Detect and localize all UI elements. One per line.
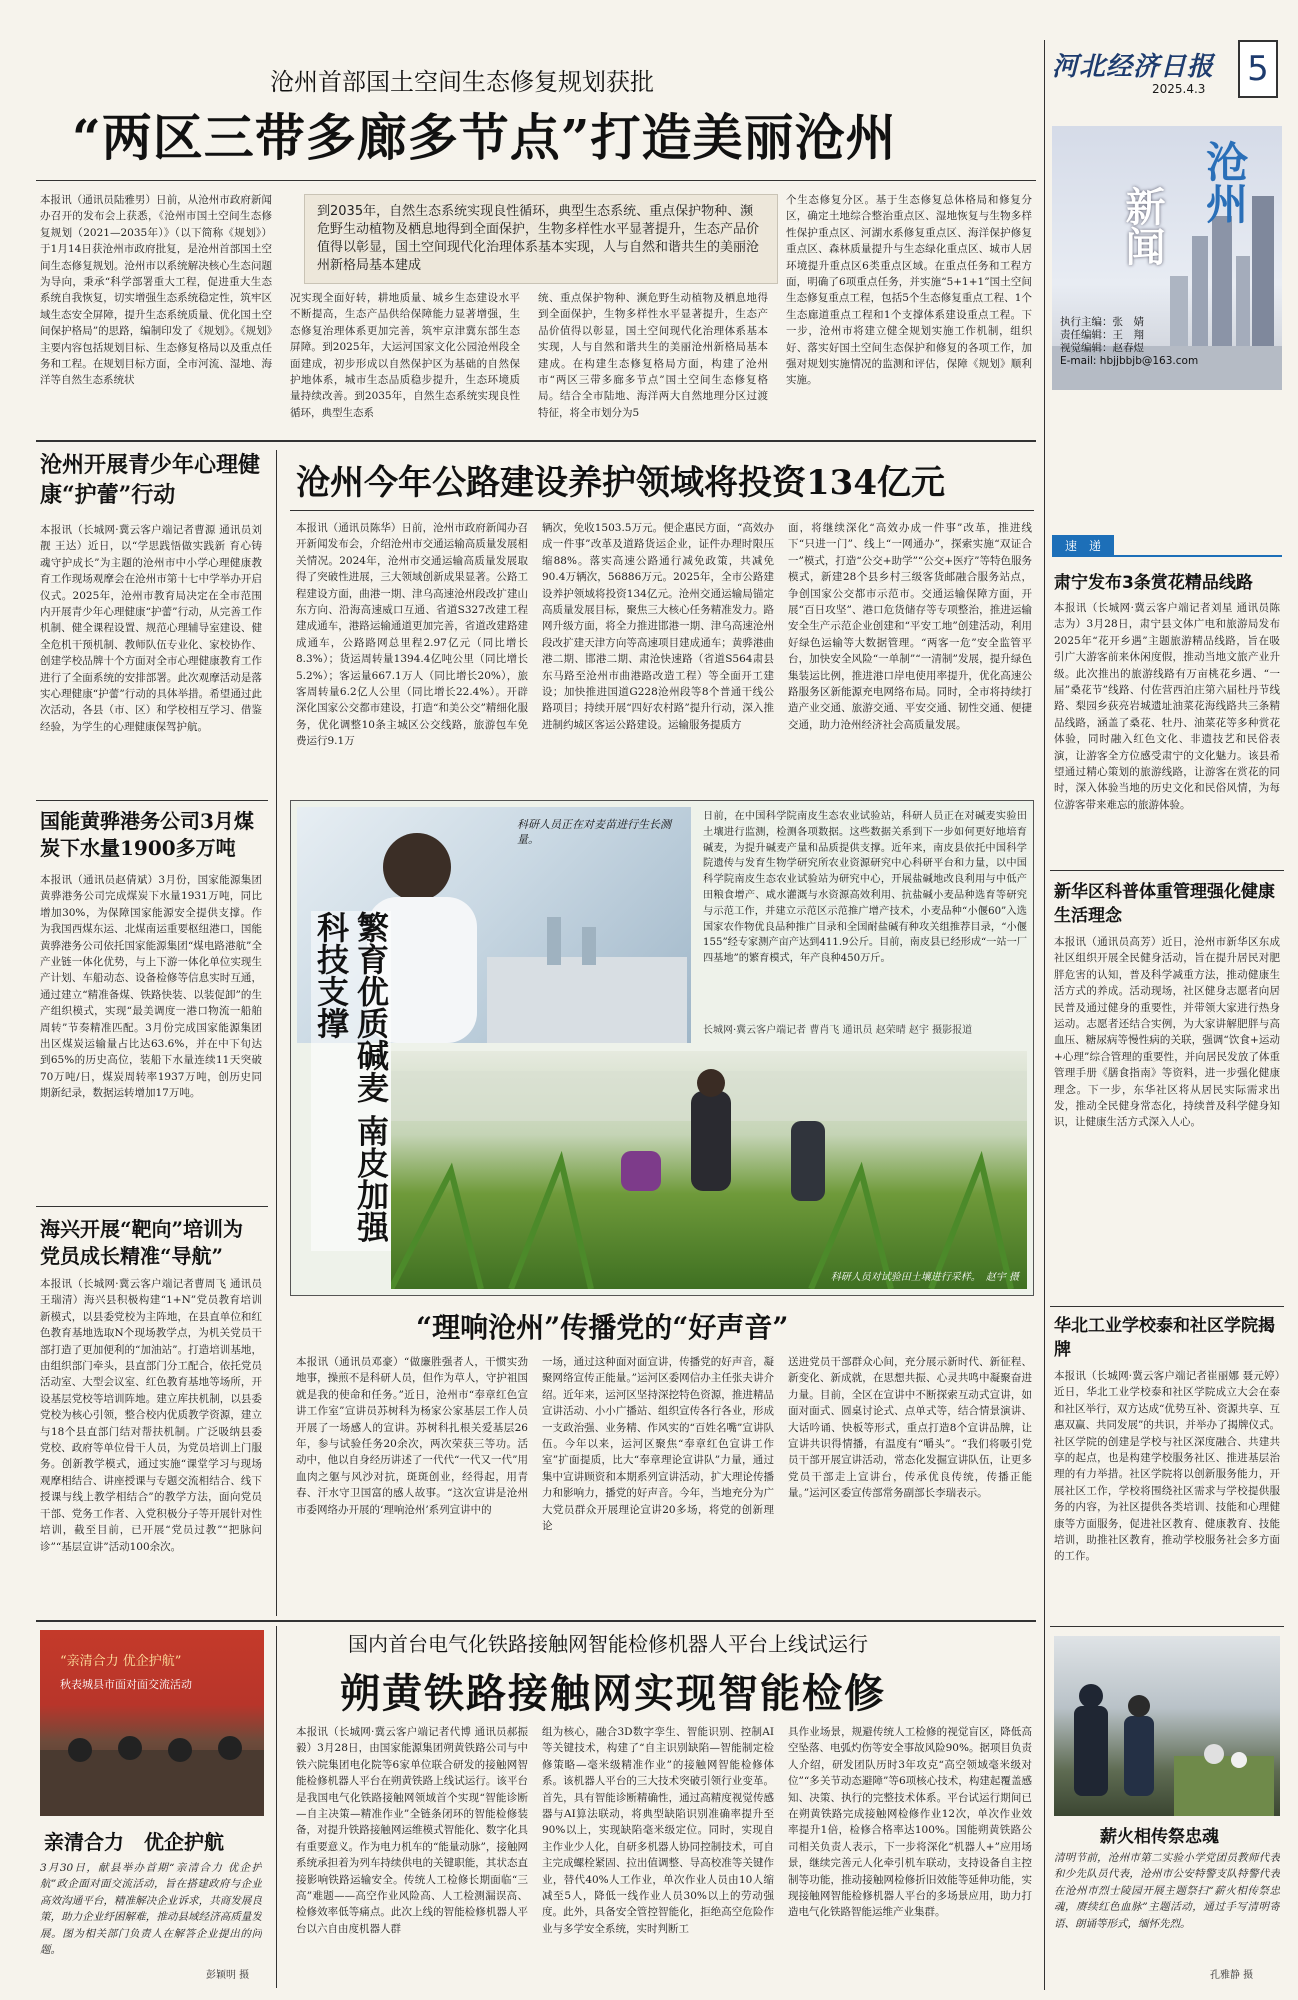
lead-col-2: 况实现全面好转，耕地质量、城乡生态建设水平不断提高，生态产品供给保障能力显著增强，生态修复治理体系更加完善，筑牢京津冀东部生态屏障。到2025年，大运河国家文化公园沧州段全面建成，初步形成以自然保护区为基础的自然保护地体系，城市生态品质稳步提升，生态环境质量持续改善。到2035年，自然生态系统实现良性循环，典型生态系 <box>290 292 520 419</box>
party-headline: 海兴开展“靶向”培训为党员成长精准“导航” <box>40 1217 244 1268</box>
page-number: 5 <box>1247 49 1269 89</box>
divider <box>1050 870 1284 871</box>
field-photo-graphic <box>391 1051 1027 1289</box>
brief-4-headline: 薪火相传祭忠魂 <box>1100 1827 1219 1847</box>
brief-3-headline: 华北工业学校泰和社区学院揭牌 <box>1054 1316 1275 1360</box>
brief-2-body: 本报讯（通讯员高芳）近日，沧州市新华区东成社区组织开展全民健身活动，旨在提升居民对肥胖危害的认知，普及科学减重方法，推动健康生活方式的养成。活动现场，社区健身志愿者向居民普及通过健身的重要性，并带领大家进行热身运动。志愿者还结合实例，为大家讲解肥胖与高血压、糖尿病等慢性病的关联，强调“饮食+运动+心理”综合管理的重要性，并向居民发放了体重管理手册《膳食指南》等资料，进一步强化健康理念。下一步，东华社区将从居民实际需求出发，推动全民健身常态化，持续普及科学健身知识，让健康生活方式深入人心。 <box>1054 936 1280 1129</box>
brief-4-body: 清明节前，沧州市第二实验小学党团员教师代表和少先队员代表，沧州市公安特警支队特警代表在沧州市烈士陵园开展主题祭扫“薪火相传祭忠魂，赓续红色血脉”主题活动，通过手写清明寄语、朗诵等形式，缅怀先烈。 <box>1054 1852 1280 1930</box>
column-divider <box>1044 40 1045 1990</box>
editor-email: E-mail: hbjjbbjb@163.com <box>1060 355 1199 367</box>
quick-news-tag: 速 递 <box>1052 535 1114 557</box>
lead-col-4: 个生态修复分区。基于生态修复总体格局和修复分区，确定土地综合整治重点区、湿地恢复与生物多样性保护重点区、河湖水系修复重点区、海洋保护修复重点区、森林质量提升与生态绿化重点区、城市人居环境提升重点区6类重点区域。在重点任务和工程方面，明确了6项重点任务，并实施“5+1+1”国土空间生态修复重点工程，包括5个生态修复重点工程、1个生态廊道重点工程和1个支撑体系建设重点工程。下一步，沧州市将建立健全规划实施工作机制，组织好、落实好国土空间生态保护和修复的各项工作，加强对规划实施情况的监测和评估，保障《规划》顺利实施。 <box>786 194 1032 387</box>
lead-kicker: 沧州首部国土空间生态修复规划获批 <box>270 68 654 96</box>
page-number-box <box>1238 40 1278 98</box>
meeting-banner-1: “亲清合力 优企护航” <box>60 1654 182 1669</box>
meeting-photo <box>40 1630 264 1816</box>
lab-photo-caption: 科研人员正在对麦苗进行生长测量。 <box>517 818 671 846</box>
editor-line: 责任编辑：王 翔 <box>1060 329 1144 341</box>
lead-col-1: 本报讯（通讯员陆雅男）日前，从沧州市政府新闻办召开的发布会上获悉，《沧州市国土空间生态修复规划（2021—2035年）》（以下简称《规划》）于1月14日获沧州市政府批复，是沧州首部国土空间生态修复规划。沧州市以系统解决核心生态问题为导向，秉承“科学部署重大工程，促进重大生态系统自我恢复，切实增强生态系统稳定性，筑牢区域生态安全屏障，提升生态系统质量、优化国土空间保护格局”的思路，编制印发了《规划》。《规划》主要内容包括规划目标、生态修复格局以及重点任务和工程。在规划目标方面，全市河流、湿地、海洋等自然生态系统状 <box>40 194 272 387</box>
photo-essay-credit: 彭颖明 摄 <box>206 1970 250 1981</box>
voice-col-1: 本报讯（通讯员邓豪）“做廉胜强者人，干惯实劲地事，操煎不是科研人员，但作为草人，守护祖国就是我的使命和任务。”近日，沧州市“奉章红色宣讲工作室”宣讲员苏树科为杨家公家基层工作人员开展了一场感人的宣讲。苏树科扎根关爱基层26年，参与试验任务20余次，两次荣获三等功。活动中，他以自身经历讲述了一代代“一代又一代”用血肉之躯与风沙对抗，斑斑创业，经得起，用青春、汗水守卫国富的感人故事。“这次宣讲是沧州市委网络办开展的‘理响沧州’系列宣讲中的 <box>296 1356 528 1516</box>
memorial-photo-graphic <box>1054 1636 1280 1816</box>
editor-credits <box>1060 316 1198 368</box>
divider <box>36 1620 1036 1622</box>
voice-col-3: 送进党员干部群众心间，充分展示新时代、新征程、新变化、新成就，在思想共振、心灵共鸣中凝聚奋进力量。目前，全区在宣讲中不断探索互动式宣讲，如面对面式、圆桌讨论式、点单式等，结合情景演讲、大话吟诵、快板等形式，重点打造8个宣讲品牌，让宣讲共识得情播，有温度有“嚼头”。“我们将吸引党员干部开展宣讲活动，常态化发掘宣讲队伍，让更多党员干部走上宣讲台，传承优良传统，传播正能量。”运河区委宣传部常务副部长李瑞表示。 <box>788 1356 1032 1500</box>
rail-kicker: 国内首台电气化铁路接触网智能检修机器人平台上线试运行 <box>348 1632 868 1656</box>
brief-4-credit: 孔雅静 摄 <box>1210 1970 1254 1981</box>
coal-headline: 国能黄骅港务公司3月煤炭下水量1900多万吨 <box>40 809 254 860</box>
lead-summary-box: 到2035年，自然生态系统实现良性循环，典型生态系统、重点保护物种、濒危野生动植物及栖息地得到全面保护，生物多样性水平显著提升，生态产品价值得以彰显，国土空间现代化治理体系基本实现，人与自然和谐共生的美丽沧州新格局基本建成 <box>304 194 778 284</box>
road-col-3: 面，将继续深化“高效办成一件事”改革，推进线下“只进一门”、线上“一网通办”，探索实施“双证合一”模式，打造“公交+助学”“公交+医疗”等特色服务模式，新建28个县乡村三级客货邮融合服务站点，争创国家公交都市示范市。交通运输保障方面，开展“百日攻坚”、港口危货储存等专项整治，推进运输安全生产示范企业创建和“平安工地”创建活动，利用好绿色运输等大数据管理。“两客一危”安全监管平台，加快安全风险“一单制”“一清制”发展，提升绿色集装运比例，推进港口岸电使用率提升，优化高速公路服务区新能源充电网络布局。同时，全市将持续打造产业交通、旅游交通、平安交通、韧性交通、便捷交通，助力沧州经济社会高质量发展。 <box>788 522 1032 731</box>
youth-headline: 沧州开展青少年心理健康“护蕾”行动 <box>40 452 261 508</box>
divider <box>36 440 1036 442</box>
rail-col-1: 本报讯（长城网·冀云客户端记者代博 通讯员郝振毅）3月28日，由国家能源集团朔黄铁路公司与中铁六院集团电化院等6家单位联合研发的接触网智能检修机器人平台在朔黄铁路上线试运行。该平台是我国电气化铁路接触网领域首个实现“智能诊断—自主决策—精准作业”全链条闭环的智能检修装备，对提升铁路接触网运维模式智能化、数字化具有重要意义。作为电力机车的“能量动脉”，接触网系统承担着为列车持续供电的关键职能，其状态直接影响铁路运输安全。传统人工检修长期面临“三高”难题——高空作业风险高、人工检测漏误高、检修效率低等痛点。此次上线的智能检修机器人平台以六自由度机器人群 <box>296 1726 528 1935</box>
issue-date: 2025.4.3 <box>1152 82 1206 96</box>
wheat-headline: 繁育优质碱麦 南皮加强科技支撑 <box>311 911 391 1251</box>
road-col-1: 本报讯（通讯员陈华）日前，沧州市政府新闻办召开新闻发布会，介绍沧州市交通运输高质量发展相关情况。2024年，沧州市交通运输高质量发展取得了突破性进展，三大领域创新成果显著。公路工程建设方面，曲港一期、津乌高速沧州段改扩建山东方向、沿海高速威口互通、省道S327改建工程建成通车，港路运输通道更加完善，省道改建路建成通车，公路路网总里程2.97亿元（同比增长8.3%）；货运周转量1394.4亿吨公里（同比增长5.2%）；客运量667.1万人（同比增长20%），旅客周转量6.2亿人公里（同比增长22.4%）。开辟深化国家公交都市建设，打造“和美公交”精细化服务，优化调整10条主城区公交线路，旅游包车免费运行9.1万 <box>296 522 528 748</box>
wheat-body: 日前，在中国科学院南皮生态农业试验站，科研人员正在对碱麦实验田土壤进行监测，检测各项数据。这些数据关系到下一步如何更好地培育碱麦，为提升碱麦产量和品质提供支撑。近年来，南皮县依托中国科学院遗传与发育生物学研究所农业资源研究中心科研平台和力量，以中国科学院南皮生态农业试验站为研究中心，开展盐碱地改良利用与中低产田粮食增产、咸水灌溉与水资源高效利用、抗盐碱小麦品种选育等研究与示范工作，并建立示范区示范推广增产技术，小麦品种“小偃60”入选国家农作物优良品种推广目录和全国耐盐碱有种攻关组推荐目录，“小偃155”经专家测产亩产达到411.9公斤。目前，南皮县已经形成“一站一厂四基地”的繁育模式，年产良种450万斤。 <box>703 811 1027 965</box>
newspaper-logo: 河北经济日报 <box>1052 52 1215 82</box>
party-body: 本报讯（长城网·冀云客户端记者曹周飞 通讯员王瑞清）海兴县积极构建“1+N”党员教育培训新模式，以县委党校为主阵地，在县直单位和红色教育基地选取N个现场教学点，为机关党员干部打造了更加便利的“加油站”。打造培训基地，由组织部门牵头，县直部门分工配合，依托党员活动室、大型会议室、红色教育基地等场所，开设基层党校等培训阵地。建立库扶机制，以县委党校为核心引领，整合校内优质教学资源，建立与18个县直部门结对帮扶机制。广泛吸纳县委党校、政府等单位骨干人员，为党员培训上门服务。创新教学模式，通过实施“课堂学习与现场观摩相结合、讲座授课与专题交流相结合、线下授课与线上教学相结合”的教学方法，面向党员干部、党务工作者、入党积极分子等开展针对性培训，截至目前，已开展“党员过教”“把脉问诊”“基层宣讲”活动100余次。 <box>40 1278 262 1553</box>
editor-line: 视觉编辑：赵春煜 <box>1060 342 1144 354</box>
quick-news-label <box>1052 535 1282 557</box>
section-title-news: 新闻 <box>1119 186 1165 266</box>
rail-col-2: 组为核心，融合3D数字孪生、智能识别、控制AI等关键技术，构建了“自主识别缺陷—智能制定检修策略—毫米级精准作业”的接触网智能检修体系。该机器人平台的三大技术突破引领行业变革。首先，具有智能诊断精确性，通过高精度视觉传感器与AI算法联动，将典型缺陷识别准确率提升至90%以上，实现缺陷毫米级定位。同时，实现自主作业少人化，自研多机器人协同控制技术，可自主完成螺栓紧固、拉出值调整、导高校准等关键作业，替代40%人工作业，单次作业人员由10人缩减至5人，降低一线作业人员30%以上的劳动强度。此外，具备安全管控智能化，拒绝高空危险作业与多学安全系统，实时判断工 <box>542 1726 774 1935</box>
divider <box>36 1206 268 1207</box>
voice-headline: “理响沧州”传播党的“好声音” <box>416 1311 789 1344</box>
divider <box>36 800 268 801</box>
rail-headline: 朔黄铁路接触网实现智能检修 <box>340 1670 886 1717</box>
column-divider <box>276 1626 277 1988</box>
divider <box>36 180 1036 181</box>
section-banner <box>1052 126 1282 390</box>
photo-essay-body: 3月30日，献县举办首期“亲清合力 优企护航”政企面对面交流活动，旨在搭建政府与企业高效沟通平台，精准解决企业诉求，共商发展良策，助力企业纾困解难，推动县域经济高质量发展。图为相关部门负责人在解答企业提出的问题。 <box>40 1862 262 1957</box>
meeting-banner-2: 秋表城县市面对面交流活动 <box>60 1678 192 1691</box>
coal-body: 本报讯（通讯员赵倩斌）3月份，国家能源集团黄骅港务公司完成煤炭下水量1931万吨，同比增加30%，为保障国家能源安全提供支撑。作为我国西煤东运、北煤南运重要枢纽港口，国能黄骅港务公司依托国家能源集团“煤电路港航”全产业链一体化优势，与上下游一体化单位实现生产计划、车船动态、设备检修等信息实时互通，通过建立“精准备煤、铁路快装、以装促卸”的生产组织模式，实现“最美调度一港口物流一船舶周转”节奏精准匹配。3月份完成国家能源集团出区煤炭运输量占比达63.6%，并在中下旬达到65%的历史高位，装船下水量连续11天突破70万吨/日，煤炭周转率1937万吨，创历史同期新纪录，数据运转增加17万吨。 <box>40 874 262 1100</box>
brief-2-headline: 新华区科普体重管理强化健康生活理念 <box>1054 882 1275 926</box>
memorial-photo <box>1054 1636 1280 1816</box>
column-divider <box>276 450 277 1616</box>
divider <box>1050 1306 1284 1307</box>
road-headline: 沧州今年公路建设养护领域将投资134亿元 <box>296 463 945 503</box>
voice-col-2: 一场，通过这种面对面宣讲，传播党的好声音，凝聚网络宣传正能量。”运河区委网信办主任张夫讲介绍。近年来，运河区坚持深挖特色资源，推进精品宣讲活动、小小广播站、组织宣传各行各业，形成一支政治强、业务精、作风实的“百姓名嘴”宣讲队伍。今年以来，运河区聚焦“奉章红色宣讲工作室”扩面提质，比大“奉章理论宣讲队”力量，通过集中宣讲顾资和本期系列宣讲活动，扩大理论传播力和影响力，播党的好声音。今年，当地充分为广大党员群众开展理论宣讲20多场，将党的创新理论 <box>542 1356 774 1533</box>
divider <box>1050 1626 1284 1627</box>
road-col-2: 辆次，免收1503.5万元。便企惠民方面，“高效办成一件事”改革及道路货运企业，证件办理时限压缩88%。落实高速公路通行减免政策，共减免90.4万辆次，56886万元。2025年，全市公路建设养护领域将投资134亿元。沧州交通运输局锚定高质量发展目标，聚焦三大核心任务精准发力。路网升级方面，将全力推进邯港一期、津乌高速沧州段改扩建天津方向等高速项目建成通车；黄骅港曲港二期、邯港二期、肃沧快速路（省道S564肃县东马路至沧州市曲港路改造工程）等全面开工建设；加快推进国道G228沧州段等8个普通干线公路项目；持续开展“四好农村路”提升行动，深入推进制约城区客运公路建设。运输服务提质方 <box>542 522 774 731</box>
brief-1-headline: 肃宁发布3条赏花精品线路 <box>1054 573 1253 593</box>
section-title-city: 沧州 <box>1200 140 1249 224</box>
brief-3-body: 本报讯（长城网·冀云客户端记者崔丽娜 聂元婷）近日，华北工业学校泰和社区学院成立大会在泰和社区举行，双方达成“优势互补、资源共享、互惠双赢、共同发展”的共识，并举办了揭牌仪式。社区学院的创建是学校与社区深度融合、共建共享的起点，也是构建学校服务社区、推进基层治理的有力举措。社区学院将以创新服务能力，开展社区工作，学校将围绕社区需求与学校提供服务的内容，为社区提供各类培训、技能和心理健康等方面服务，促进社区教育、健康教育、技能培训，助推社区教育，推动学校服务社会多方面的工作。 <box>1054 1370 1280 1563</box>
wheat-feature <box>290 800 1034 1296</box>
photo-essay-headline: 亲清合力 优企护航 <box>44 1830 224 1854</box>
meeting-photo-graphic <box>40 1630 264 1816</box>
divider <box>290 510 1034 511</box>
masthead <box>1052 40 1282 110</box>
rail-col-3: 具作业场景，规避传统人工检修的视觉盲区，降低高空坠落、电弧灼伤等安全事故风险90%。据项目负责人介绍，研发团队历时3年攻克“高空领域毫米级对位”“多关节动态避障”等6项核心技术，构建起覆盖感知、决策、执行的完整技术体系。平台试运行期间已在朔黄铁路完成接触网检修作业12次，单次作业效率提升1倍，检修合格率达100%。国能朔黄铁路公司相关负责人表示，下一步将深化“机器人+”应用场景，继续完善元人化牵引机车联动，支持设备自主控制等功能，推动接触网检修折旧效能等延伸功能，实现接触网智能检修机器人平台的多场景应用，助力打造电气化铁路智能运维产业集群。 <box>788 1726 1032 1919</box>
editor-line: 执行主编：张 婧 <box>1060 316 1144 328</box>
field-photo <box>391 1051 1027 1289</box>
lead-headline: “两区三带多廊多节点”打造美丽沧州 <box>72 108 897 167</box>
wheat-credit: 长城网·冀云客户端记者 曹肖飞 通讯员 赵荣晴 赵宇 摄影报道 <box>703 1025 973 1036</box>
brief-1-body: 本报讯（长城网·冀云客户端记者刘星 通讯员陈志为）3月28日，肃宁县文体广电和旅游局发布2025年“花开乡遇”主题旅游精品线路，旨在吸引广大游客前来休闲度假，推动当地文旅产业升级。此次推出的旅游线路有万亩桃花乡遇、“一届”桑花节”线路、付佐营西泊庄第六届杜丹节线路、梨园乡荻亮岩城遗址油菜花海线路共三条精品线路，涵盖了桑花、牡丹、油菜花等多种赏花体验，同时融入红色文化、非遗技艺和民俗表演，让游客全方位感受肃宁的文化魅力。该县希望通过精心策划的旅游线路，让游客在赏花的同时，深入体验当地的历史文化和民俗风情，为每位游客带来难忘的旅游体验。 <box>1054 602 1280 811</box>
youth-body: 本报讯（长城网·冀云客户端记者曹源 通讯员刘靓 王达）近日，以“学思践悟做实践新 育心铸魂守护成长”为主题的沧州市中小学心理健康教育工作现场观摩会在沧州市第十七中学举办开启仪式。2025年，沧州市教育局决定在全市范围内开展青少年心理健康“护蕾”行动，从完善工作机制、健全课程设置、规范心理辅导室建设、健全危机干预机制、教师队伍专业化、家校协作、创建学校品牌十个方面对全市心理健康教育工作进行了全面系统的安排部署。此次观摩活动是落实心理健康“护蕾”行动的具体举措。希望通过此次活动，各县（市、区）和学校相互学习、借鉴经验，为学生的心理健康保驾护航。 <box>40 524 262 733</box>
field-photo-caption: 科研人员对试验田土壤进行采样。 赵宇 摄 <box>830 1272 1019 1283</box>
lead-col-3: 统、重点保护物种、濒危野生动植物及栖息地得到全面保护，生物多样性水平显著提升，生态产品价值得以彰显，国土空间现代化治理体系基本实现，人与自然和谐共生的美丽沧州新格局基本建成。在构建生态修复格局方面，构建了沧州市“两区三带多廊多节点”国土空间生态修复格局。结合全市陆地、海洋两大自然地理分区过渡特征，将全市划分为5 <box>538 292 768 419</box>
